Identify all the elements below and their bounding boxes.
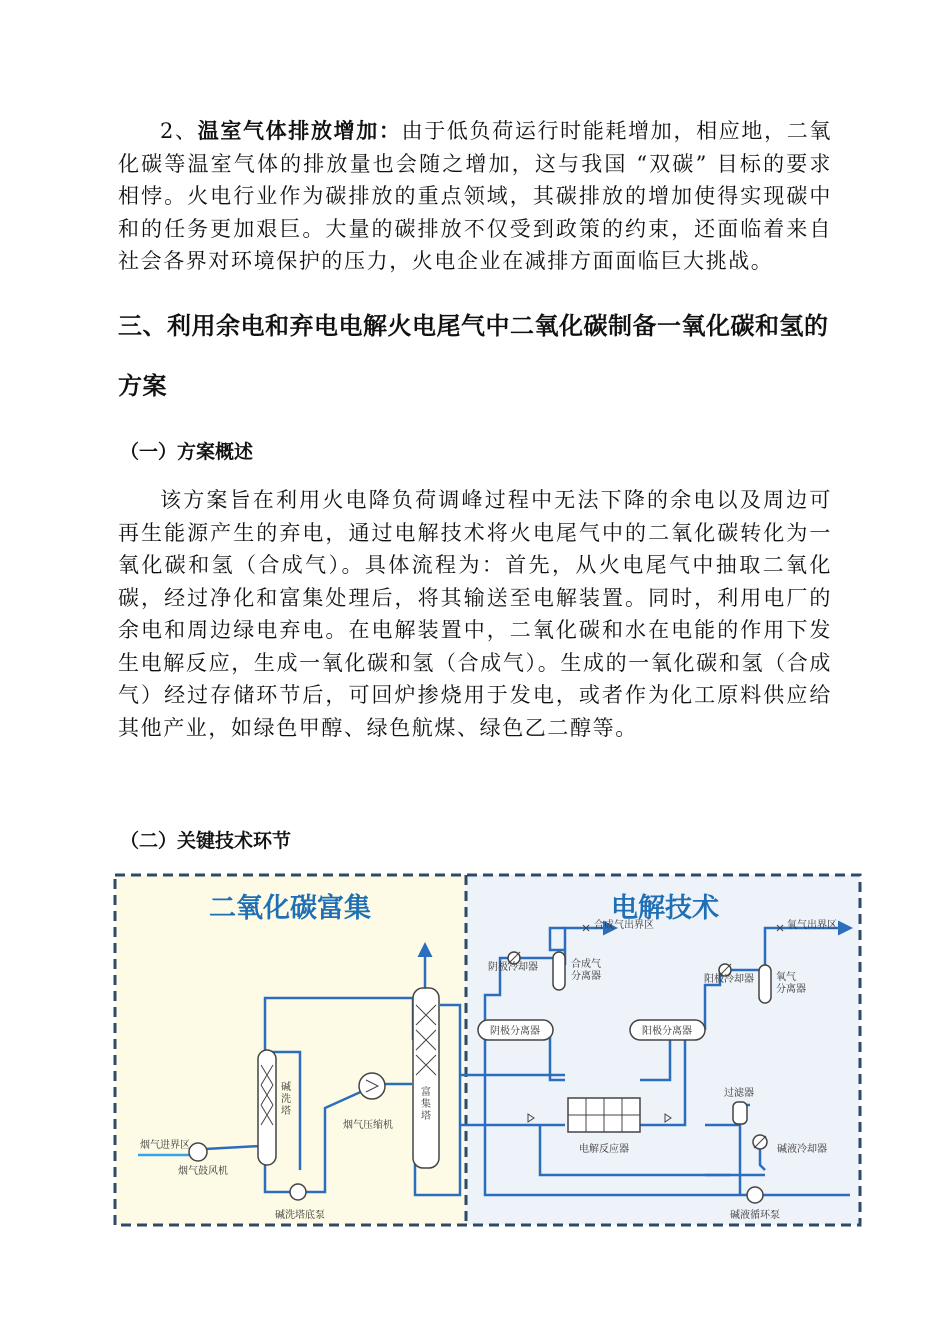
label-reactor: 电解反应器 [579,1144,629,1155]
label-compressor: 烟气压缩机 [343,1120,393,1131]
label-anode-cooler: 阳极冷却器 [704,974,754,985]
paragraph-greenhouse [118,115,832,278]
blower-icon [189,1143,207,1161]
label-wash-pump: 碱洗塔底泵 [275,1210,325,1221]
label-lye-pump: 碱液循环泵 [730,1210,780,1221]
label-filter: 过滤器 [724,1088,754,1099]
subheading-key-tech: （二）关键技术环节 [120,830,292,852]
para1-lead: 温室气体排放增加： [197,119,402,143]
compressor-icon [359,1073,385,1099]
label-syngas-separator: 合成气分离器 [571,959,601,982]
section-heading-3: 三、利用余电和弃电电解火电尾气中二氧化碳制备一氧化碳和氢的方案 [118,312,829,400]
label-lye-cooler: 碱液冷却器 [777,1144,827,1155]
paragraph-overview: 该方案旨在利用火电降负荷调峰过程中无法下降的余电以及周边可再生能源产生的弃电，通过电解技术将火电尾气中的二氧化碳转化为一氧化碳和氢（合成气）。具体流程为：首先，从火电尾气中抽取二氧化碳，经过净化和富集处理后，将其输送至电解装置。同时，利用电厂的余电和周边绿电弃电。在电解装置中，二氧化碳和水在电能的作用下发生电解反应，生成一氧化碳和氢（合成气）。生成的一氧化碳和氢（合成气）经过存储环节后，可回炉掺烧用于发电，或者作为化工原料供应给其他产业，如绿色甲醇、绿色航煤、绿色乙二醇等。 [118,488,832,740]
para1-text: 由于低负荷运行时能耗增加，相应地，二氧化碳等温室气体的排放量也会随之增加，这与我国 “双碳” 目标的要求相悖。火电行业作为碳排放的重点领域，其碳排放的增加使得实现碳中和的任务更加艰巨。大量的碳排放不仅受到政策的约束，还面临着来自社会各界对环境保护的压力，火电企业在减排方面面临巨大挑战。 [118,119,833,273]
label-flue-inlet: 烟气进界区 [140,1140,190,1151]
right-panel-title: 电解技术 [611,893,719,924]
process-flow-diagram [110,870,866,1232]
left-panel-title: 二氧化碳富集 [209,893,371,924]
wash-pump-icon [290,1184,306,1200]
lye-pump-icon [747,1187,763,1203]
label-oxygen-separator: 氧气分离器 [776,972,806,995]
label-oxygen-out: 氧气出界区 [787,920,837,931]
oxygen-separator-icon [759,965,771,1003]
filter-icon [733,1102,747,1124]
para1-number: 2、 [160,119,198,143]
label-syngas-out: 合成气出界区 [594,920,654,931]
label-enrich-tower: 富集塔 [421,1087,431,1122]
syngas-separator-icon [553,952,565,990]
wash-tower-icon [258,1050,276,1165]
label-anode-separator: 阳极分离器 [642,1026,692,1037]
label-blower: 烟气鼓风机 [178,1166,228,1177]
label-wash-tower: 碱洗塔 [281,1082,291,1117]
label-cathode-separator: 阴极分离器 [490,1026,540,1037]
label-cathode-cooler: 阴极冷却器 [488,962,538,973]
subheading-overview: （一）方案概述 [120,441,254,463]
